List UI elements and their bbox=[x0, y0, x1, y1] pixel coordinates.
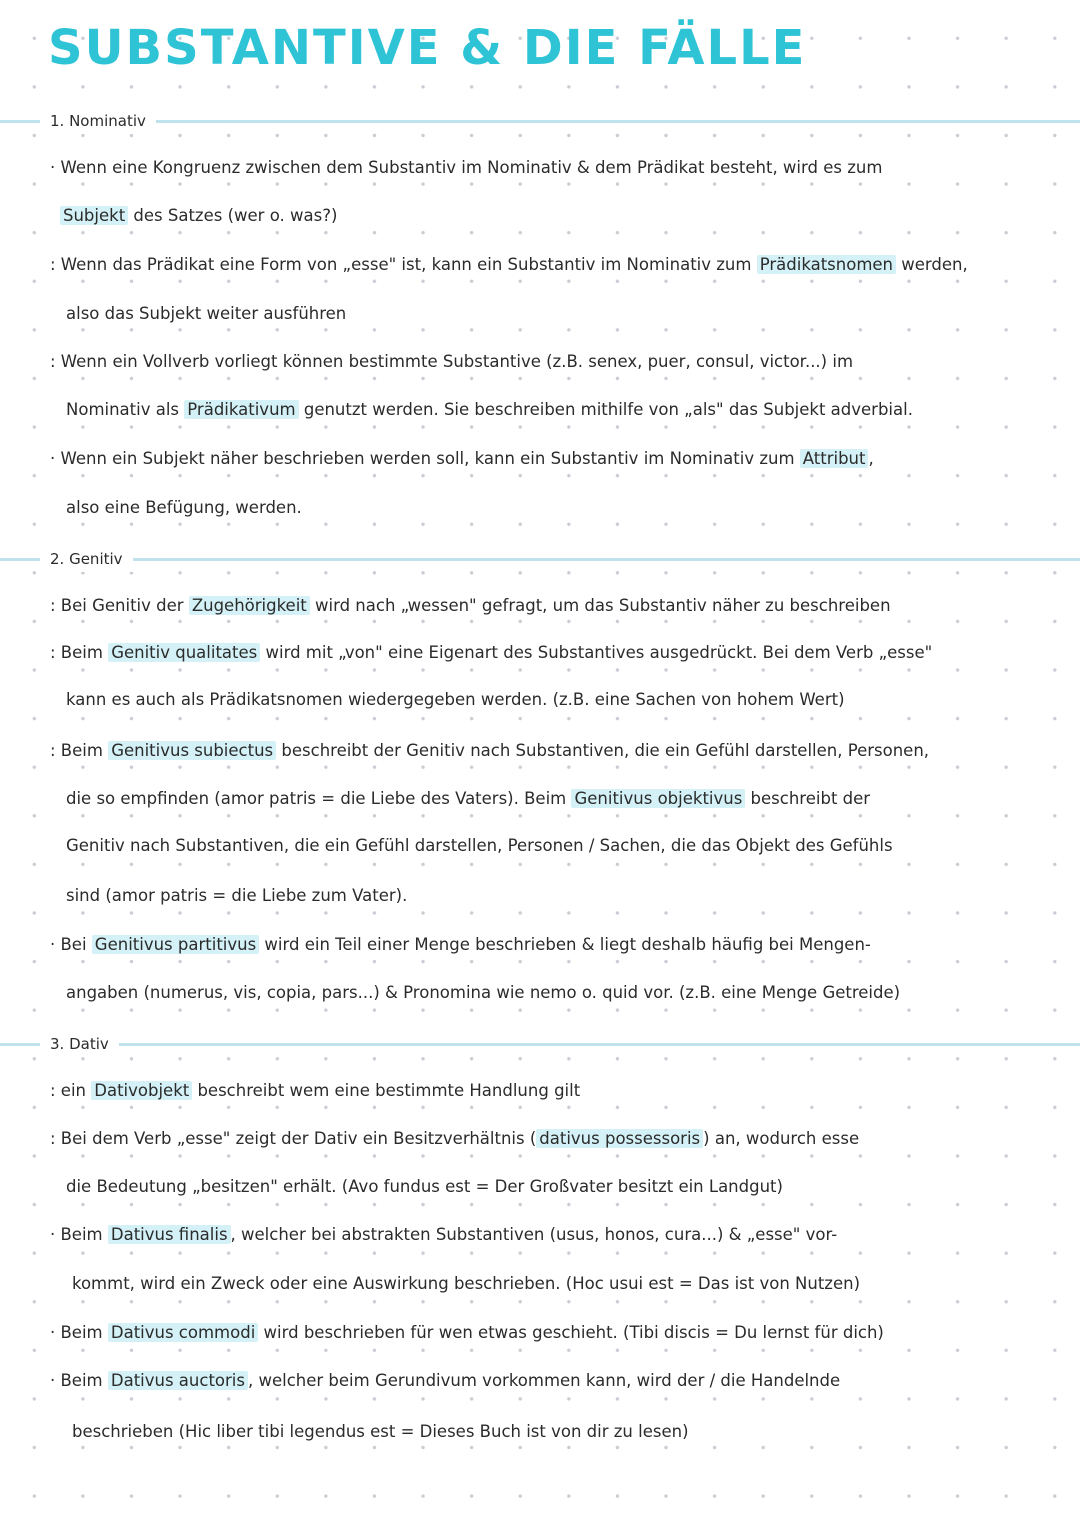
text-line: Subjekt des Satzes (wer o. was?) bbox=[60, 204, 337, 228]
text-line: · Beim Dativus commodi wird beschrieben für wen etwas geschieht. (Tibi discis = Du lernst für dich) bbox=[50, 1323, 884, 1342]
text-line: : Bei Genitiv der Zugehörigkeit wird nach „wessen" gefragt, um das Substantiv näher zu beschreiben bbox=[50, 596, 891, 615]
highlight-term: Dativus auctoris bbox=[108, 1371, 248, 1390]
text-line: · Beim Dativus finalis , welcher bei abstrakten Substantiven (usus, honos, cura...) & „esse" vor- bbox=[50, 1225, 838, 1244]
highlight-term: Genitiv qualitates bbox=[108, 643, 260, 662]
highlight-term: dativus possessoris bbox=[536, 1129, 703, 1148]
text-line: Genitiv nach Substantiven, die ein Gefühl darstellen, Personen / Sachen, die das Objekt des Gefühls bbox=[66, 836, 893, 855]
text-line: angaben (numerus, vis, copia, pars...) & Pronomina wie nemo o. quid vor. (z.B. eine Menge Getreide) bbox=[66, 983, 901, 1002]
text-line: Nominativ als Prädikativum genutzt werden. Sie beschreiben mithilfe von „als" das Subjekt adverbial. bbox=[66, 400, 913, 419]
text-line: die so empfinden (amor patris = die Liebe des Vaters). Beim Genitivus objektivus beschreibt der bbox=[66, 789, 871, 808]
highlight-term: Genitivus objektivus bbox=[571, 789, 745, 808]
section-heading-nominativ bbox=[0, 108, 1080, 134]
highlight-term: Dativus finalis bbox=[108, 1225, 231, 1244]
highlight-term: Subjekt bbox=[60, 206, 128, 225]
section-label: 3. Dativ bbox=[40, 1031, 119, 1057]
text-line: : Bei dem Verb „esse" zeigt der Dativ ein Besitzverhältnis ( dativus possessoris ) an, wodurch esse bbox=[50, 1129, 860, 1148]
text-line: also eine Befügung, werden. bbox=[66, 498, 302, 517]
section-divider bbox=[0, 120, 1080, 123]
section-heading-genitiv bbox=[0, 546, 1080, 572]
highlight-term: Dativus commodi bbox=[108, 1323, 258, 1342]
section-label: 2. Genitiv bbox=[40, 546, 133, 572]
highlight-term: Prädikatsnomen bbox=[757, 255, 896, 274]
page-title: SUBSTANTIVE & DIE FÄLLE bbox=[48, 20, 807, 76]
highlight-term: Prädikativum bbox=[184, 400, 298, 419]
text-line: : Beim Genitivus subiectus beschreibt der Genitiv nach Substantiven, die ein Gefühl darstellen, Personen, bbox=[50, 741, 930, 760]
text-line: kommt, wird ein Zweck oder eine Auswirkung beschrieben. (Hoc usui est = Das ist von Nutzen) bbox=[72, 1274, 861, 1293]
section-heading-dativ bbox=[0, 1031, 1080, 1057]
text-line: die Bedeutung „besitzen" erhält. (Avo fundus est = Der Großvater besitzt ein Landgut) bbox=[66, 1177, 783, 1196]
text-line: : Wenn das Prädikat eine Form von „esse" ist, kann ein Substantiv im Nominativ zum Prädikatsnomen werden, bbox=[50, 255, 968, 274]
text-line: kann es auch als Prädikatsnomen wiedergegeben werden. (z.B. eine Sachen von hohem Wert) bbox=[66, 690, 845, 709]
section-divider bbox=[0, 558, 1080, 561]
text-line: sind (amor patris = die Liebe zum Vater). bbox=[66, 886, 408, 905]
section-label: 1. Nominativ bbox=[40, 108, 156, 134]
highlight-term: Genitivus subiectus bbox=[108, 741, 276, 760]
text-line: · Beim Dativus auctoris , welcher beim Gerundivum vorkommen kann, wird der / die Handelnde bbox=[50, 1371, 841, 1390]
text-line: : ein Dativobjekt beschreibt wem eine bestimmte Handlung gilt bbox=[50, 1081, 581, 1100]
text-line: : Wenn ein Vollverb vorliegt können bestimmte Substantive (z.B. senex, puer, consul, victor...) im bbox=[50, 352, 854, 371]
text-line: · Wenn ein Subjekt näher beschrieben werden soll, kann ein Substantiv im Nominativ zum Attribut , bbox=[50, 449, 874, 468]
highlight-term: Genitivus partitivus bbox=[92, 935, 259, 954]
text-line: · Wenn eine Kongruenz zwischen dem Substantiv im Nominativ & dem Prädikat besteht, wird es zum bbox=[50, 158, 883, 177]
highlight-term: Attribut bbox=[800, 449, 869, 468]
text-line: beschrieben (Hic liber tibi legendus est = Dieses Buch ist von dir zu lesen) bbox=[72, 1422, 689, 1441]
highlight-term: Zugehörigkeit bbox=[189, 596, 310, 615]
section-divider bbox=[0, 1043, 1080, 1046]
text-line: : Beim Genitiv qualitates wird mit „von" eine Eigenart des Substantives ausgedrückt. Bei dem Verb „esse" bbox=[50, 643, 933, 662]
highlight-term: Dativobjekt bbox=[91, 1081, 192, 1100]
text-line: · Bei Genitivus partitivus wird ein Teil einer Menge beschrieben & liegt deshalb häufig bei Mengen- bbox=[50, 935, 871, 954]
text-line: also das Subjekt weiter ausführen bbox=[66, 304, 347, 323]
